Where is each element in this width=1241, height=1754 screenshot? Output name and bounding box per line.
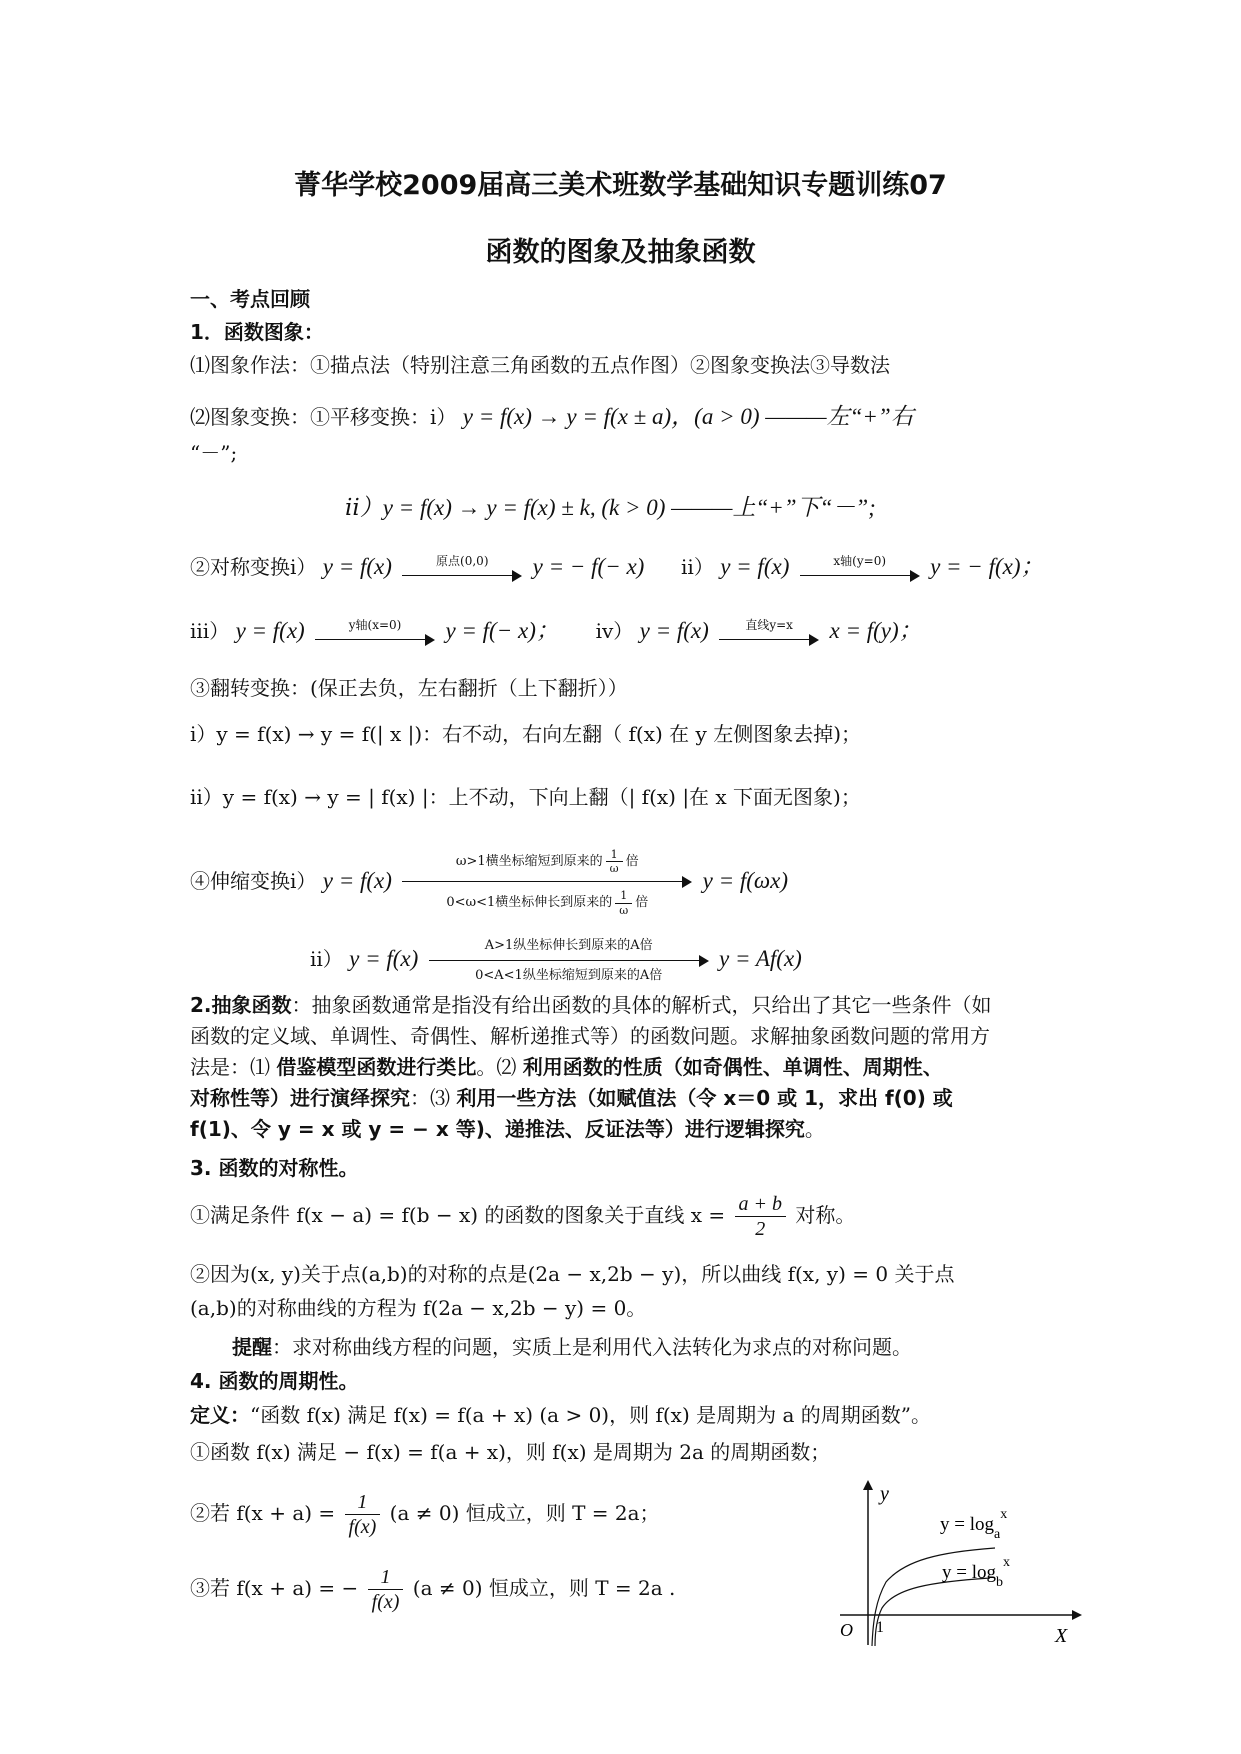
page-subtitle: 函数的图象及抽象函数 xyxy=(485,237,756,268)
stretch-times: 倍 xyxy=(625,854,639,870)
log-b-curve xyxy=(875,1578,990,1646)
fraction-numerator: a + b xyxy=(735,1192,787,1217)
tip-label: 提醒 xyxy=(232,1335,272,1359)
section-1-heading: 1．函数图象： xyxy=(190,320,324,344)
periodicity-rule-3 xyxy=(190,1565,675,1614)
periodicity-rule-2-lhs: ②若 f(x + a) = xyxy=(190,1501,336,1525)
vertical-translation-line: ⅱ）y = f(x) → y = f(x) ± k, (k > 0) ———上“+”下“－”; xyxy=(345,495,876,520)
point-symmetry-line: ②因为(x, y)关于点(a,b)的对称的点是(2a − x,2b − y)，所以曲线 f(x, y) = 0 关于点 xyxy=(190,1262,955,1286)
symmetry-iv-arrow xyxy=(719,618,819,646)
stretch-i-bottom-text: 0<ω<1横坐标伸长到原来的 xyxy=(446,895,613,911)
fraction-denominator: f(x) xyxy=(371,1591,400,1613)
right-arrow-icon xyxy=(719,633,819,647)
symmetry-ii-arrow xyxy=(800,554,920,582)
periodicity-definition xyxy=(190,1403,931,1427)
periodicity-fraction xyxy=(345,1490,381,1539)
symmetry-row-1 xyxy=(190,553,1044,583)
abstract-text-4a: 对称性等）进行演绎探究 xyxy=(190,1086,410,1110)
stretch-row-2 xyxy=(310,938,802,983)
symmetry-i-label: ②对称变换ⅰ） xyxy=(190,555,317,579)
log-a-subscript: a xyxy=(994,1527,1001,1542)
symmetry-iv-arrow-label: 直线y=x xyxy=(745,618,793,633)
flip-ii-line: ⅱ）y = f(x) → y = | f(x) |：上不动，下向上翻（| f(x) |在 x 下面无图象)； xyxy=(190,785,861,809)
symmetry-iv-rhs: x = f(y)； xyxy=(829,618,922,643)
y-axis-arrow-icon xyxy=(863,1480,873,1490)
symmetry-condition-text: ①满足条件 f(x − a) = f(b − x) 的函数的图象关于直线 x = xyxy=(190,1203,726,1227)
stretch-i-lhs: y = f(x) xyxy=(322,867,392,893)
stretch-row-1 xyxy=(190,848,788,917)
abstract-line-4 xyxy=(190,1083,1090,1114)
one-label: 1 xyxy=(876,1619,884,1636)
log-b-subscript: b xyxy=(996,1575,1003,1590)
definition-label: 定义： xyxy=(190,1403,250,1427)
symmetry-i-rhs: y = − f(− x) xyxy=(532,554,645,579)
abstract-text-4b: ：⑶ xyxy=(410,1086,457,1110)
stretch-ii-rhs: y = Af(x) xyxy=(719,946,802,972)
symmetry-ii-lhs: y = f(x) xyxy=(720,554,790,579)
fraction-numerator: 1 xyxy=(368,1565,404,1590)
periodicity-rule-3-rhs: (a ≠ 0) 恒成立，则 T = 2a . xyxy=(412,1576,676,1600)
translation-line-cont: “－”; xyxy=(190,441,238,465)
stretch-fraction xyxy=(606,848,623,875)
tip-line xyxy=(232,1335,912,1359)
stretch-ii-bottom-label: 0<A<1纵坐标缩短到原来的A倍 xyxy=(475,967,663,983)
stretch-ii-arrow xyxy=(429,938,709,983)
fraction-denominator: ω xyxy=(619,903,629,917)
symmetry-ii-rhs: y = − f(x)； xyxy=(930,554,1044,579)
translation-line xyxy=(190,403,914,431)
log-b-label xyxy=(942,1555,1010,1590)
stretch-ii-label: ⅱ） xyxy=(310,947,343,972)
fraction-numerator: 1 xyxy=(345,1490,381,1515)
symmetry-condition-line xyxy=(190,1192,855,1241)
abstract-line-3 xyxy=(190,1052,1090,1083)
stretch-label: ④伸缩变换ⅰ） xyxy=(190,868,317,893)
abstract-text-3d: 利用函数的性质（如奇偶性、单调性、周期性、 xyxy=(522,1055,943,1079)
abstract-function-paragraph xyxy=(190,990,1090,1145)
page-title: 菁华学校2009届高三美术班数学基础知识专题训练07 xyxy=(294,170,947,201)
symmetry-i-arrow xyxy=(402,554,522,582)
point-symmetry-line-2: (a,b)的对称曲线的方程为 f(2a − x,2b − y) = 0。 xyxy=(190,1296,647,1320)
log-graph xyxy=(820,1470,1090,1650)
translation-label: ⑵图象变换：①平移变换：ⅰ） xyxy=(190,405,457,429)
right-arrow-icon xyxy=(402,569,522,583)
log-b-label-text: y = log xyxy=(942,1562,996,1583)
translation-formula: y = f(x) → y = f(x ± a)，(a > 0) ———左“+”右 xyxy=(462,404,914,429)
stretch-times: 倍 xyxy=(635,895,649,911)
symmetry-i-lhs: y = f(x) xyxy=(322,554,392,579)
log-a-label-text: y = log xyxy=(940,1514,994,1535)
symmetry-iii-lhs: y = f(x) xyxy=(235,618,305,643)
symmetry-axis-fraction xyxy=(735,1192,787,1241)
x-axis-arrow-icon xyxy=(1072,1610,1082,1620)
drawing-methods-line: ⑴图象作法：①描点法（特别注意三角函数的五点作图）②图象变换法③导数法 xyxy=(190,353,890,377)
stretch-i-arrow xyxy=(402,848,692,917)
origin-label: O xyxy=(840,1620,853,1640)
fraction-numerator: 1 xyxy=(615,889,632,903)
fraction-denominator: f(x) xyxy=(348,1516,377,1538)
log-a-label xyxy=(940,1507,1007,1542)
right-arrow-icon xyxy=(429,954,709,968)
flip-heading: ③翻转变换：(保正去负，左右翻折（上下翻折）） xyxy=(190,676,628,700)
fraction-numerator: 1 xyxy=(606,848,623,862)
periodicity-rule-1: ①函数 f(x) 满足 − f(x) = f(a + x)，则 f(x) 是周期为 2a 的周期函数； xyxy=(190,1440,831,1464)
abstract-text-3c: 。⑵ xyxy=(476,1055,523,1079)
symmetry-ii-label: ⅱ） xyxy=(681,555,714,579)
abstract-text-5: f(1)、令 y = x 或 y = − x 等)、递推法、反证法等）进行逻辑探究 xyxy=(190,1117,805,1141)
tip-text: ：求对称曲线方程的问题，实质上是利用代入法转化为求点的对称问题。 xyxy=(272,1335,912,1359)
symmetry-row-2 xyxy=(190,617,922,647)
symmetry-iv-label: ⅳ） xyxy=(595,619,634,643)
abstract-line-1 xyxy=(190,990,1090,1021)
stretch-i-bottom-label xyxy=(402,889,692,916)
symmetry-iii-label: ⅲ） xyxy=(190,619,230,643)
stretch-i-rhs: y = f(ωx) xyxy=(702,867,789,893)
periodicity-rule-2 xyxy=(190,1490,660,1539)
abstract-text-5-end: 。 xyxy=(804,1117,825,1141)
stretch-i-top-text: ω>1横坐标缩短到原来的 xyxy=(455,854,603,870)
right-arrow-icon xyxy=(800,569,920,583)
flip-i-line: ⅰ）y = f(x) → y = f(| x |)：右不动，右向左翻（ f(x) 在 y 左侧图象去掉)； xyxy=(190,722,861,746)
stretch-ii-lhs: y = f(x) xyxy=(349,946,419,972)
section-4-heading: 4. 函数的周期性。 xyxy=(190,1369,359,1393)
symmetry-i-arrow-label: 原点(0,0) xyxy=(436,554,489,569)
y-axis-label: y xyxy=(880,1483,889,1505)
abstract-text-3a: 法是：⑴ xyxy=(190,1055,277,1079)
abstract-line-2: 函数的定义域、单调性、奇偶性、解析递推式等）的函数问题。求解抽象函数问题的常用方 xyxy=(190,1024,990,1048)
fraction-denominator: ω xyxy=(609,862,619,876)
abstract-text-4c: 利用一些方法（如赋值法（令 x＝0 或 1，求出 f(0) 或 xyxy=(456,1086,953,1110)
section-heading: 一、考点回顾 xyxy=(190,287,310,311)
log-b-superscript: x xyxy=(1003,1555,1010,1570)
fraction-denominator: 2 xyxy=(755,1218,766,1240)
x-axis-label: X xyxy=(1055,1625,1068,1647)
abstract-heading: 2.抽象函数 xyxy=(190,993,292,1017)
stretch-ii-top-label: A>1纵坐标伸长到原来的A倍 xyxy=(484,938,653,953)
abstract-text-3b: 借鉴模型函数进行类比 xyxy=(276,1055,477,1079)
stretch-fraction xyxy=(615,889,632,916)
symmetry-condition-end: 对称。 xyxy=(795,1203,856,1227)
section-3-heading: 3. 函数的对称性。 xyxy=(190,1156,359,1180)
periodicity-rule-2-rhs: (a ≠ 0) 恒成立，则 T = 2a； xyxy=(389,1501,660,1525)
log-a-superscript: x xyxy=(1000,1507,1008,1522)
right-arrow-icon xyxy=(315,633,435,647)
stretch-i-top-label xyxy=(402,848,692,875)
right-arrow-icon xyxy=(402,875,692,889)
symmetry-iii-arrow-label: y轴(x=0) xyxy=(348,618,402,633)
symmetry-ii-arrow-label: x轴(y=0) xyxy=(833,554,887,569)
symmetry-iii-rhs: y = f(− x)； xyxy=(445,618,559,643)
symmetry-iv-lhs: y = f(x) xyxy=(639,618,709,643)
periodicity-fraction xyxy=(368,1565,404,1614)
symmetry-iii-arrow xyxy=(315,618,435,646)
definition-text: “函数 f(x) 满足 f(x) = f(a + x) (a > 0)，则 f(x) 是周期为 a 的周期函数”。 xyxy=(250,1403,931,1427)
periodicity-rule-3-lhs: ③若 f(x + a) = − xyxy=(190,1576,359,1600)
abstract-line-5 xyxy=(190,1114,1090,1145)
abstract-text-1: ：抽象函数通常是指没有给出函数的具体的解析式，只给出了其它一些条件（如 xyxy=(291,993,992,1017)
